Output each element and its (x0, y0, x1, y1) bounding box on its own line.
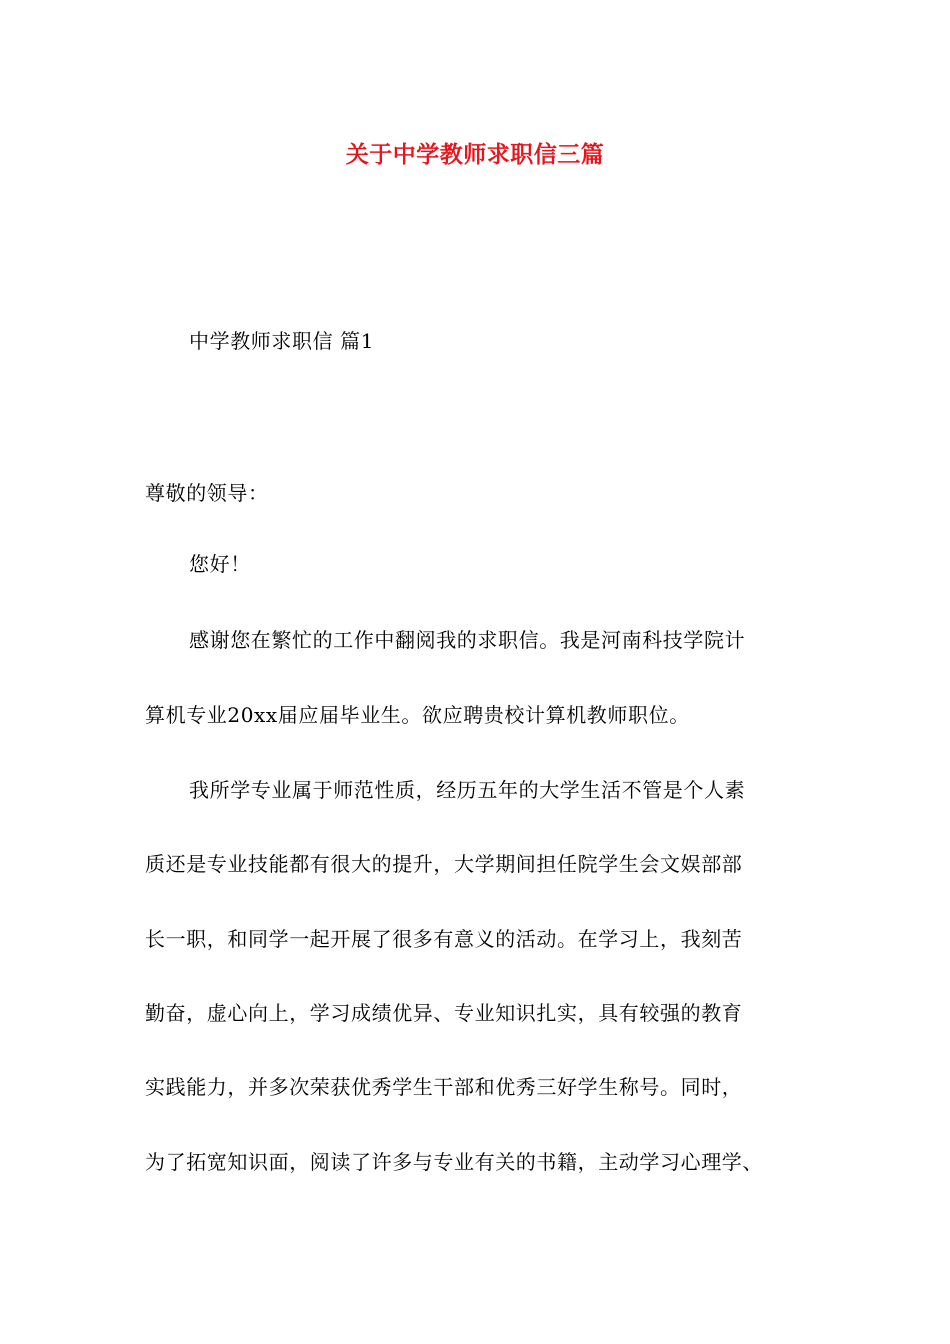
section-heading: 中学教师求职信 篇1 (189, 329, 375, 353)
salutation: 尊敬的领导： (145, 481, 269, 505)
body-line: 我所学专业属于师范性质，经历五年的大学生活不管是个人素 (189, 778, 746, 802)
body-line: 算机专业20xx届应届毕业生。欲应聘贵校计算机教师职位。 (145, 703, 690, 727)
body-line: 感谢您在繁忙的工作中翻阅我的求职信。我是河南科技学院计 (189, 628, 746, 652)
body-line: 质还是专业技能都有很大的提升，大学期间担任院学生会文娱部部 (145, 852, 743, 876)
body-line: 为了拓宽知识面，阅读了许多与专业有关的书籍，主动学习心理学、 (145, 1150, 763, 1174)
body-line: 勤奋，虚心向上，学习成绩优异、专业知识扎实，具有较强的教育 (145, 1001, 743, 1025)
document-title: 关于中学教师求职信三篇 (345, 141, 605, 168)
body-line: 实践能力，并多次荣获优秀学生干部和优秀三好学生称号。同时， (145, 1075, 743, 1099)
greeting: 您好！ (189, 552, 251, 576)
body-line: 长一职，和同学一起开展了很多有意义的活动。在学习上，我刻苦 (145, 927, 743, 951)
